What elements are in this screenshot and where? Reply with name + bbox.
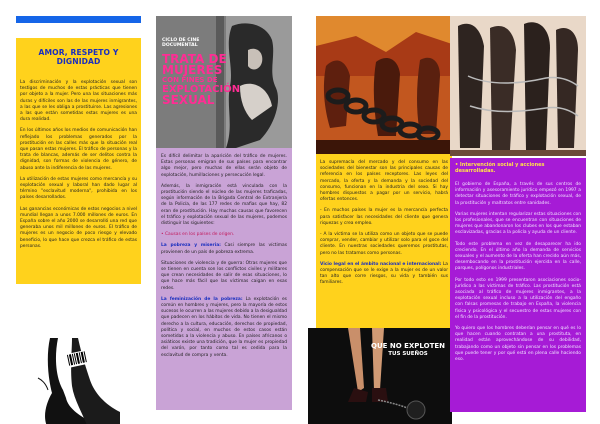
ball-and-chain-photo xyxy=(308,328,452,424)
paragraph: Las ganancias económicas de estos negocios a nivel mundial llegan a unos 7.000 millones de euros. En España sobre el año 2000 se desarrolló una red que generaba unos mil millones de euros. El tráfico de mujeres es un negocio de poco riesgo y elevado beneficio, lo que hace que crezca el tráfico de estas personas. xyxy=(20,206,137,249)
poster-series-title xyxy=(162,38,199,48)
blue-header-bar xyxy=(16,16,141,23)
documentary-poster-image xyxy=(156,16,292,148)
paragraph: Yo quiero que los hombres deberían pensar en qué es lo que hacen cuando contratan a una prostituta, en realidad están aprovechándose de su debilidad, trabajando como un objeto sin pensar en los problemas que puede tener y por qué está en plena calle haciendo eso. xyxy=(455,326,581,363)
market-panel xyxy=(316,154,452,330)
paragraph: Todo este problema en vez de desaparecer ha ido creciendo. En el último año la demanda de servicios sexuales y el aumento de la oferta han crecido aún más, desembocando en la prostitución ejercida en la calle, parques, polígonos industriales. xyxy=(455,241,581,272)
paragraph: Por todo esto en 1999 presentaron asociaciones socio-jurídico a las víctimas de tráfico. Las prostitución está asociada al tráfico de mujeres inmigrantes, a la explotación sexual incluso a la utilización del engaño con falsas promesas de trabajo en España, la violencia física y psicológica y el secuestro de estas mujeres con el fin de la prostitución. xyxy=(455,277,581,320)
photo-caption xyxy=(368,342,448,358)
intervention-panel xyxy=(450,158,586,412)
intro-text xyxy=(20,80,137,250)
paragraph: Situaciones de violencia y de guerra: Otras mujeres que se tienen en cuenta son los conflictos civiles y militares que crean necesidades de salir de esas situaciones, lo que hace más fácil que las víctimas caigan en esas redes. xyxy=(161,260,287,291)
feminization-label: La feminización de la pobreza: xyxy=(161,296,243,302)
poster-line: EXPLOTACIÓN xyxy=(162,84,241,95)
intervention-heading: • Intervención social y acciones desarrolladas. xyxy=(455,162,545,174)
paragraph: En los últimos años los medios de comunicación han reflejado los problemas generados por la prostitución en las calles más que la situación real que pasan estas mujeres. El tráfico de personas y la trata de blancas, además de ser delitos contra la dignidad, son formas de violencia de género, de abuso ante la indiferencia de las mujeres. xyxy=(20,128,137,171)
poster-line: CICLO DE CINE xyxy=(162,38,200,43)
feminization-text: La explotación es común en hombres y mujeres, pero la mayoría de estos sucesos le ocurren a las mujeres debido a la desigualdad que padecen en los hábitos de vida. No tienen el mismo derecho a la cultura, educación, derechos de propiedad, política y social, en muchos de estos casos están sometidas a la violencia y abuso. En países africanos o asiáticos existe una tradición, que la mujer es propiedad del varón, por tanto como tal es cedida para la esclavitud de compra y venta. xyxy=(161,296,287,358)
paragraph: Es difícil delimitar la aparición del tráfico de mujeres. Estas personas emigran de sus países para encontrar algo mejor, pero muchas de ellas serán objeto de explotación, humillaciones y persecución legal. xyxy=(161,154,287,178)
paragraph xyxy=(161,243,287,255)
chained-figures-mural-image xyxy=(316,16,452,154)
section-title: AMOR, RESPETO Y DIGNIDAD xyxy=(38,48,119,66)
poster-line: SEXUAL xyxy=(162,93,215,107)
intro-panel xyxy=(16,38,141,284)
paragraph: La discriminación y la explotación sexual son testigos de muchos de estas prácticas que tienen por objeto a la mujer. Pero una las situaciones más duras y difíciles son las de las mujeres inmigrantes, a las que se les obliga a prostituirse. Las agresiones a las que están sometidas estas mujeres es una dura realidad. xyxy=(20,80,137,123)
paragraph: La supremacía del mercado y del consumo en las sociedades del bienestar son las principales causas de referencia en los países receptores. Las leyes del mercado, la oferta y la demanda y la sociedad del consumo, funcionan en la industria del sexo. Si hay hombres dispuestos a pagar por un servicio, habrá ofertas entonces. xyxy=(320,160,448,203)
causes-heading: • Causas en los países de origen. xyxy=(161,232,235,238)
market-text xyxy=(320,160,448,287)
barcode-neck-illustration xyxy=(28,338,128,424)
paragraph: Además, la inmigración está vinculada con la prostitución siendo el núcleo de las mujeres traficadas, según información de la Brigada Central de Extranjería de la Policía, de las 177 redes de mafias que hay, 82 eran de prostitución. Hay muchas causas que favorecen el tráfico y explotación sexual de las mujeres, podemos distinguir las siguientes: xyxy=(161,183,287,227)
intervention-text xyxy=(455,182,581,363)
poster-main-title xyxy=(162,54,240,106)
vicio-label: Vicio legal en el ámbito nacional e internacional: xyxy=(320,261,442,267)
vicio-text: La compensación que se le exige a la mujer es de un valor tan alto que corre riesgos, su vida y también sus familiares. xyxy=(320,261,448,286)
caption-line: QUE NO EXPLOTEN xyxy=(371,342,445,350)
poster-line: TRATA DE xyxy=(162,52,227,66)
poverty-text: Casi siempre las víctimas provienen de un país de pobreza extrema. xyxy=(161,243,287,255)
caption-line: TUS SUEÑOS xyxy=(388,351,428,357)
paragraph: - A la víctima se la utiliza como un objeto que se puede comprar, vender, cambiar y utilizar solo para el goce del cliente. En nuestras sociedades queremos prostitutas, pero no las tratamos como personas. xyxy=(320,232,448,256)
paragraph xyxy=(161,297,287,359)
poster-line: MUJERES xyxy=(162,63,223,77)
chained-women-image xyxy=(450,16,586,156)
paragraph: La utilización de estas mujeres como mercancía y su explotación sexual y laboral han dado lugar al término "esclavitud moderna", prohibida en los países desarrollados. xyxy=(20,176,137,201)
poster-line: CON FINES DE xyxy=(162,76,218,84)
paragraph: - En muchos países la mujer es la mercancía perfecta para satisfacer las necesidades del cliente que genera riquezas y crea empleo. xyxy=(320,208,448,226)
poverty-label: La pobreza y miseria: xyxy=(161,243,221,249)
causes-panel xyxy=(156,148,292,410)
paragraph: El gobierno de España, a través de sus centros de información y asesoramiento jurídico empezó en 1997 a detectar situaciones de tráfico y explotación sexual, de la prostitución y maltratos entre sanidades. xyxy=(455,182,581,206)
poster-line: DOCUMENTAL xyxy=(162,43,198,48)
causes-text xyxy=(161,154,287,359)
paragraph: Varias mujeres intentan regularizar estas situaciones con los profesionales, que se encuentran con situaciones de mujeres que abandonaron los clubes en los que estaban esclavizadas, gracias a la policía y ayuda de un cliente. xyxy=(455,211,581,236)
paragraph xyxy=(320,262,448,287)
